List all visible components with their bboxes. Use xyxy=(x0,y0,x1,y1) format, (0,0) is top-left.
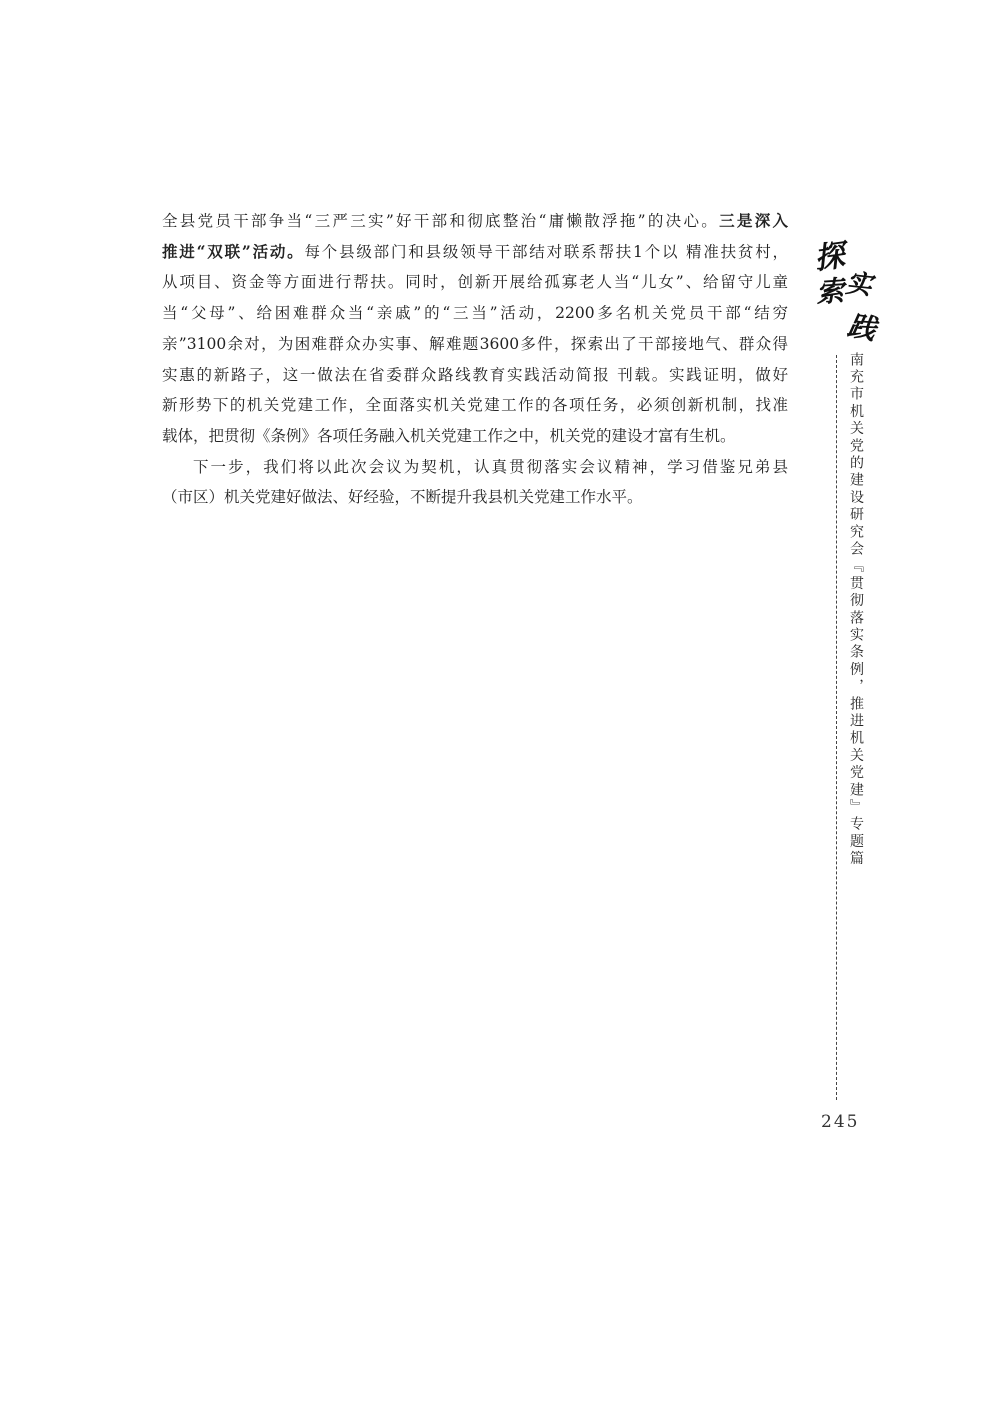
bold-heading: 推进“双联”活动。 xyxy=(162,241,305,261)
bold-heading: 三是深入 xyxy=(719,211,788,230)
dashed-divider xyxy=(836,355,837,1100)
text-line: 实惠的新路子，这一做法在省委群众路线教育实践活动简报 刊载。实践证明，做好 xyxy=(162,365,788,384)
logo-char: 索 xyxy=(814,274,846,309)
logo-char: 探 xyxy=(812,238,847,277)
logo-char: 践 xyxy=(845,308,879,347)
body-text xyxy=(162,206,788,513)
text-line: 当“父母”、给困难群众当“亲戚”的“三当”活动，2200多名机关党员干部“结穷 xyxy=(162,304,788,323)
text-line: 全县党员干部争当“三严三实”好干部和彻底整治“庸懒散浮拖”的决心。三是深入 xyxy=(162,211,788,230)
text-line: 推进“双联”活动。每个县级部门和县级领导干部结对联系帮扶1个以 精准扶贫村， xyxy=(162,241,788,261)
logo-char: 实 xyxy=(844,268,874,302)
section-caption: 南充市机关党的建设研究会『贯彻落实条例，推进机关党建』专题篇 xyxy=(848,352,864,868)
page-number: 245 xyxy=(821,1112,860,1132)
text-line: 从项目、资金等方面进行帮扶。同时，创新开展给孤寡老人当“儿女”、给留守儿童 xyxy=(162,273,788,292)
text-line: 新形势下的机关党建工作，全面落实机关党建工作的各项任务，必须创新机制，找准 xyxy=(162,396,788,415)
text-line: 下一步，我们将以此次会议为契机，认真贯彻落实会议精神，学习借鉴兄弟县 xyxy=(193,457,788,476)
text-line: （市区）机关党建好做法、好经验，不断提升我县机关党建工作水平。 xyxy=(162,488,643,507)
text-line: 亲”3100余对，为困难群众办实事、解难题3600多件，探索出了干部接地气、群众得 xyxy=(162,334,788,353)
section-logo xyxy=(812,232,882,347)
text-line: 载体，把贯彻《条例》各项任务融入机关党建工作之中，机关党的建设才富有生机。 xyxy=(162,426,736,445)
